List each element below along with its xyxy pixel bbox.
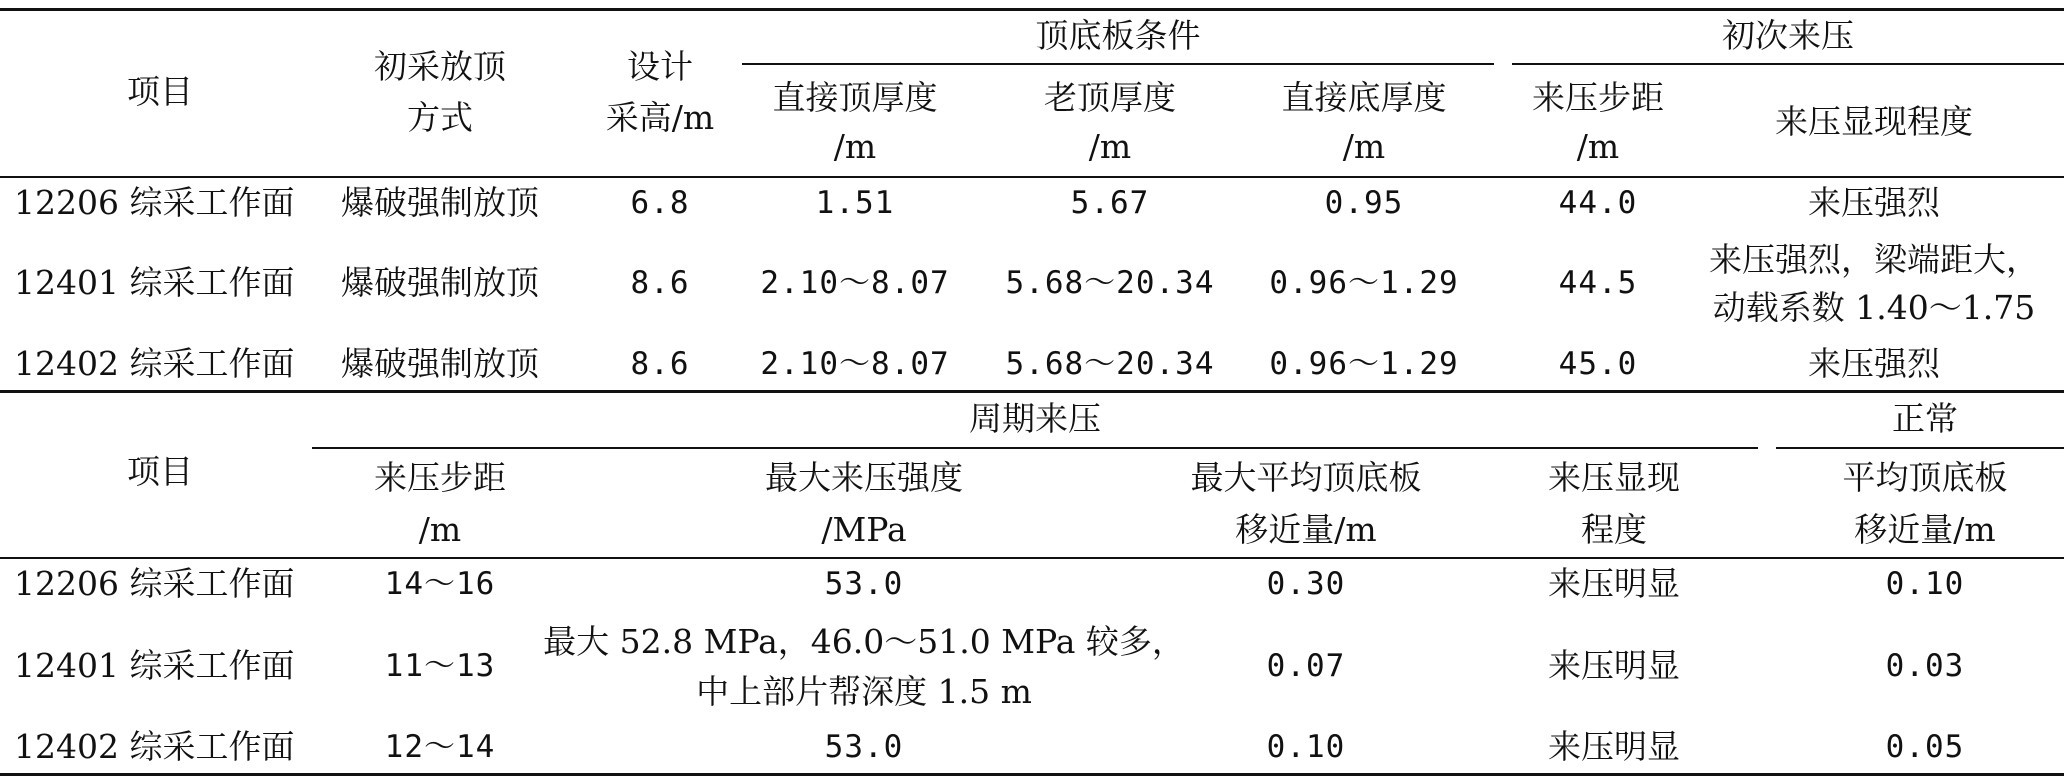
header2-normal-convergence-line1: 平均顶底板 [1842, 458, 2008, 497]
header-direct-floor-line2: /m [1342, 127, 1386, 166]
header-main-roof-line1: 老顶厚度 [1044, 78, 1176, 117]
table2-row-3-normal-convergence: 0.05 [1885, 729, 1965, 765]
header-direct-roof-line1: 直接顶厚度 [772, 78, 938, 117]
header2-step-line1: 来压步距 [374, 458, 506, 497]
table2-row-2-degree: 来压明显 [1548, 646, 1680, 685]
header-method-line2: 方式 [407, 98, 473, 137]
header-method-line1: 初采放顶 [374, 47, 506, 86]
bottom-rule [0, 773, 2064, 776]
table2-row-1-item: 12206 综采工作面 [14, 564, 295, 603]
table-row-3-main-roof: 5.68～20.34 [1005, 346, 1215, 382]
header2-normal-convergence-line2: 移近量/m [1854, 510, 1996, 549]
header2-max-strength-line2: /MPa [821, 510, 907, 549]
table-row-2-degree-line1: 来压强烈，梁端距大， [1709, 240, 2039, 279]
table-row-3-direct-floor: 0.96～1.29 [1269, 346, 1459, 382]
table2-row-2-step: 11～13 [384, 648, 496, 684]
table2-row-2-max-strength-line2: 中上部片帮深度 1.5 m [696, 672, 1032, 711]
table-row-3-direct-roof: 2.10～8.07 [760, 346, 950, 382]
table2-row-1-max-convergence: 0.30 [1266, 566, 1346, 602]
header-bottom-rule-2 [0, 557, 2064, 559]
header-first-step-line2: /m [1576, 127, 1620, 166]
header2-max-strength-line1: 最大来压强度 [765, 458, 963, 497]
table-row-2-main-roof: 5.68～20.34 [1005, 265, 1215, 301]
table-row-2-height: 8.6 [630, 265, 690, 301]
table-row-1-step: 44.0 [1558, 185, 1638, 221]
header-height-line2: 采高/m [605, 98, 715, 137]
table-row-1-method: 爆破强制放顶 [341, 183, 539, 222]
group-rule-periodic [312, 447, 1758, 449]
table-row-3-height: 8.6 [630, 346, 690, 382]
table-row-3-step: 45.0 [1558, 346, 1638, 382]
table2-row-3-max-convergence: 0.10 [1266, 729, 1346, 765]
header2-step-line2: /m [418, 510, 462, 549]
table2-row-2-item: 12401 综采工作面 [14, 646, 295, 685]
table2-row-1-degree: 来压明显 [1548, 564, 1680, 603]
header2-normal-group: 正常 [1892, 399, 1958, 438]
table-row-3-method: 爆破强制放顶 [341, 344, 539, 383]
table2-row-3-degree: 来压明显 [1548, 727, 1680, 766]
table2-row-2-max-strength-line1: 最大 52.8 MPa，46.0～51.0 MPa 较多， [543, 622, 1185, 661]
table2-row-3-item: 12402 综采工作面 [14, 727, 295, 766]
table-row-2-direct-roof: 2.10～8.07 [760, 265, 950, 301]
table2-row-1-max-strength: 53.0 [824, 566, 904, 602]
table-row-3-degree: 来压强烈 [1808, 344, 1940, 383]
header-direct-floor-line1: 直接底厚度 [1281, 78, 1447, 117]
table-row-2-degree-line2: 动载系数 1.40～1.75 [1712, 288, 2036, 327]
header-main-roof-line2: /m [1088, 127, 1132, 166]
header2-max-convergence-line1: 最大平均顶底板 [1190, 458, 1422, 497]
table-row-2-item: 12401 综采工作面 [14, 263, 295, 302]
middle-rule [0, 390, 2064, 393]
table-row-1-direct-floor: 0.95 [1324, 185, 1404, 221]
table2-row-3-step: 12～14 [384, 729, 496, 765]
table-row-2-method: 爆破强制放顶 [341, 263, 539, 302]
table-row-1-height: 6.8 [630, 185, 690, 221]
table-row-3-item: 12402 综采工作面 [14, 344, 295, 383]
table-row-2-step: 44.5 [1558, 265, 1638, 301]
header2-degree-line1: 来压显现 [1548, 458, 1680, 497]
header2-item: 项目 [127, 452, 193, 491]
table2-row-3-max-strength: 53.0 [824, 729, 904, 765]
table2-row-2-normal-convergence: 0.03 [1885, 648, 1965, 684]
header-item: 项目 [127, 72, 193, 111]
table2-row-1-step: 14～16 [384, 566, 496, 602]
table-row-2-direct-floor: 0.96～1.29 [1269, 265, 1459, 301]
group-rule-first-pressure [1512, 63, 2064, 65]
table2-row-2-max-convergence: 0.07 [1266, 648, 1346, 684]
header-direct-roof-line2: /m [833, 127, 877, 166]
header2-periodic-group: 周期来压 [969, 399, 1101, 438]
header-first-degree: 来压显现程度 [1775, 102, 1973, 141]
top-rule [0, 8, 2064, 11]
group-rule-roof-floor [742, 63, 1494, 65]
table-row-1-item: 12206 综采工作面 [14, 183, 295, 222]
table2-row-1-normal-convergence: 0.10 [1885, 566, 1965, 602]
group-rule-normal [1776, 447, 2064, 449]
table-row-1-direct-roof: 1.51 [815, 185, 895, 221]
header2-max-convergence-line2: 移近量/m [1235, 510, 1377, 549]
header-height-line1: 设计 [627, 47, 693, 86]
table-row-1-degree: 来压强烈 [1808, 183, 1940, 222]
header-first-step-line1: 来压步距 [1532, 78, 1664, 117]
header-bottom-rule-1 [0, 176, 2064, 178]
header2-degree-line2: 程度 [1581, 510, 1647, 549]
table-row-1-main-roof: 5.67 [1070, 185, 1150, 221]
header-first-pressure-group: 初次来压 [1722, 16, 1854, 55]
header-roof-floor-group: 顶底板条件 [1035, 16, 1201, 55]
